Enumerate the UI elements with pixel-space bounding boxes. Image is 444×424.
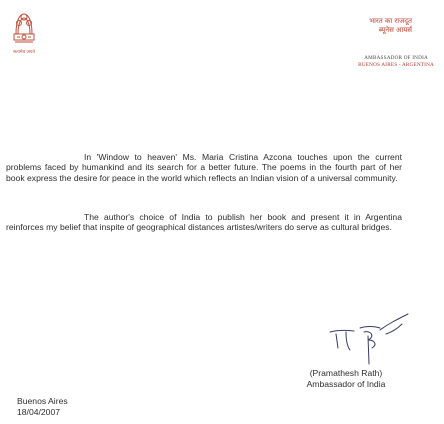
national-emblem-icon — [6, 8, 42, 70]
body-paragraph-1-text: In 'Window to heaven' Ms. Maria Cristina Azcona touches upon the current problems faced by humankind and its search for a better future. The poems in the fourth part of her book express the desire for peace in the world which reflects an Indian vision of a universal community. — [6, 152, 402, 183]
signatory-title: Ambassador of India — [306, 378, 386, 389]
signatory-block — [286, 368, 406, 389]
letterhead-title-line-2: BUENOS AIRES - ARGENTINA — [358, 62, 434, 68]
letterhead-title-line-1: AMBASSADOR OF INDIA — [364, 55, 428, 61]
date: 18/04/2007 — [17, 406, 61, 417]
place: Buenos Aires — [17, 396, 68, 406]
letterhead-title — [358, 55, 434, 69]
emblem-motto: सत्यमेव जयते — [12, 50, 36, 55]
place-date-block — [17, 396, 68, 417]
body-paragraph-2-text: The author's choice of India to publish her book and present it in Argentina reinforces my belief that inspite of geographical distances artistes/writers do serve as cultural bridges. — [6, 212, 402, 233]
body-paragraph-1 — [6, 152, 402, 183]
signatory-name: (Pramathesh Rath) — [309, 368, 383, 378]
letterhead-hindi — [369, 17, 412, 35]
handwritten-signature — [320, 306, 420, 366]
hindi-line-1: भारत का राजदूत — [369, 17, 412, 25]
body-paragraph-2 — [6, 212, 402, 233]
hindi-line-2: ब्यूनेस आयर्स — [378, 26, 412, 34]
